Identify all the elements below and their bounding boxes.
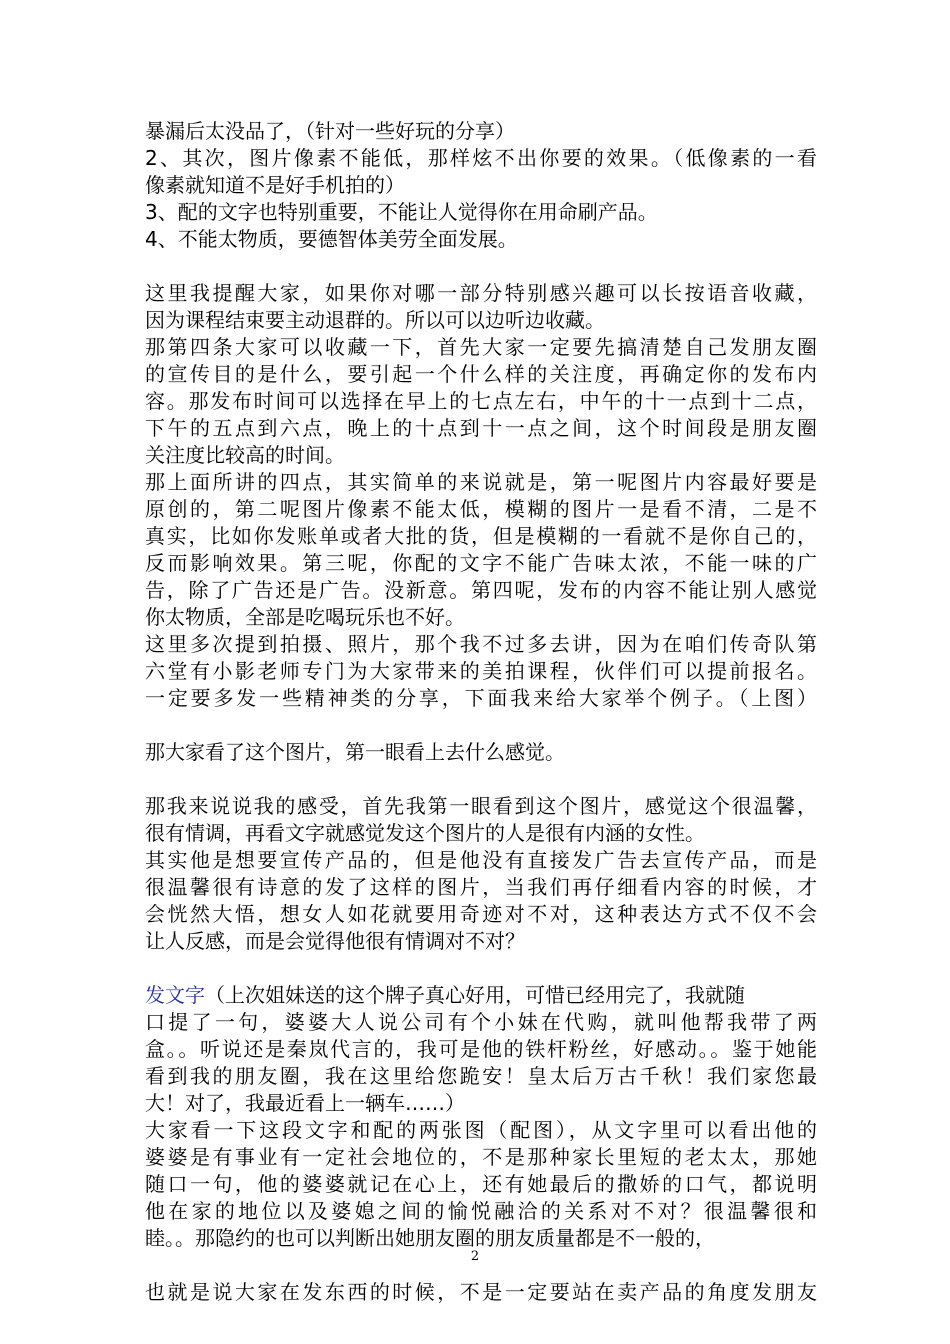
text-line: 看到我的朋友圈，我在这里给您跪安！皇太后万古千秋！我们家您最 [145, 1064, 817, 1088]
text-line: 那第四条大家可以收藏一下，首先大家一定要先搞清楚自己发朋友圈 [145, 335, 817, 359]
text-line: 很有情调，再看文字就感觉发这个图片的人是很有内涵的女性。 [145, 821, 705, 845]
text-line: 大！对了，我最近看上一辆车……） [145, 1091, 465, 1115]
highlight-rest: （上次姐妹送的这个牌子真心好用，可惜已经用完了，我就随 [205, 983, 745, 1007]
text-line: 很温馨很有诗意的发了这样的图片，当我们再仔细看内容的时候，才 [145, 875, 817, 899]
text-line: 因为课程结束要主动退群的。所以可以边听边收藏。 [145, 308, 605, 332]
blank-line [145, 955, 817, 982]
text-line: 那我来说说我的感受，首先我第一眼看到这个图片，感觉这个很温馨， [145, 794, 817, 818]
text-line: 2、其次，图片像素不能低，那样炫不出你要的效果。（低像素的一看 [145, 146, 817, 170]
document-body [145, 118, 817, 1306]
text-line: 一定要多发一些精神类的分享，下面我来给大家举个例子。（上图） [145, 686, 817, 710]
text-line: 让人反感，而是会觉得他很有情调对不对？ [145, 929, 525, 953]
text-line: 反而影响效果。第三呢，你配的文字不能广告味太浓，不能一味的广 [145, 551, 817, 575]
text-line: 也就是说大家在发东西的时候，不是一定要站在卖产品的角度发朋友 [145, 1280, 817, 1304]
page-number: 2 [470, 1249, 480, 1264]
text-line: 盒。。听说还是秦岚代言的，我可是他的铁杆粉丝，好感动。。鉴于她能 [145, 1037, 817, 1061]
text-line: 4、不能太物质，要德智体美劳全面发展。 [145, 227, 518, 251]
text-line: 口提了一句，婆婆大人说公司有个小妹在代购，就叫他帮我带了两 [145, 1010, 817, 1034]
blank-line [145, 712, 817, 739]
text-line: 容。那发布时间可以选择在早上的七点左右，中午的十一点到十二点， [145, 389, 817, 413]
text-line: 暴漏后太没品了，（针对一些好玩的分享） [145, 119, 515, 143]
text-line: 那上面所讲的四点，其实简单的来说就是，第一呢图片内容最好要是 [145, 470, 817, 494]
blank-line [145, 766, 817, 793]
text-line: 随口一句，他的婆婆就记在心上，还有她最后的撒娇的口气，都说明 [145, 1172, 817, 1196]
text-line: 你太物质，全部是吃喝玩乐也不好。 [145, 605, 465, 629]
text-line: 3、配的文字也特别重要，不能让人觉得你在用命刷产品。 [145, 200, 658, 224]
text-line: 关注度比较高的时间。 [145, 443, 345, 467]
text-line: 这里我提醒大家，如果你对哪一部分特别感兴趣可以长按语音收藏， [145, 281, 817, 305]
text-line: 告，除了广告还是广告。没新意。第四呢，发布的内容不能让别人感觉 [145, 578, 817, 602]
text-line: 原创的，第二呢图片像素不能太低，模糊的图片一是看不清，二是不 [145, 497, 817, 521]
text-line: 的宣传目的是什么，要引起一个什么样的关注度，再确定你的发布内 [145, 362, 817, 386]
text-line: 他在家的地位以及婆媳之间的愉悦融洽的关系对不对？很温馨很和 [145, 1199, 817, 1223]
text-line: 其实他是想要宣传产品的，但是他没有直接发广告去宣传产品，而是 [145, 848, 817, 872]
text-line: 会恍然大悟，想女人如花就要用奇迹对不对，这种表达方式不仅不会 [145, 902, 817, 926]
text-line: 大家看一下这段文字和配的两张图（配图），从文字里可以看出他的 [145, 1118, 817, 1142]
highlight-label: 发文字 [145, 983, 205, 1007]
text-line: 下午的五点到六点，晚上的十点到十一点之间，这个时间段是朋友圈 [145, 416, 817, 440]
text-line: 六堂有小影老师专门为大家带来的美拍课程，伙伴们可以提前报名。 [145, 659, 817, 683]
text-line: 这里多次提到拍摄、照片，那个我不过多去讲，因为在咱们传奇队第 [145, 632, 817, 656]
text-line: 真实，比如你发账单或者大批的货，但是模糊的一看就不是你自己的， [145, 524, 817, 548]
text-line: 那大家看了这个图片，第一眼看上去什么感觉。 [145, 740, 565, 764]
text-line: 婆婆是有事业有一定社会地位的，不是那种家长里短的老太太，那她 [145, 1145, 817, 1169]
text-line-highlight [145, 982, 817, 1009]
text-line: 像素就知道不是好手机拍的） [145, 173, 405, 197]
text-line: 睦。。那隐约的也可以判断出她朋友圈的朋友质量都是不一般的， [145, 1226, 715, 1250]
blank-line [145, 253, 817, 280]
